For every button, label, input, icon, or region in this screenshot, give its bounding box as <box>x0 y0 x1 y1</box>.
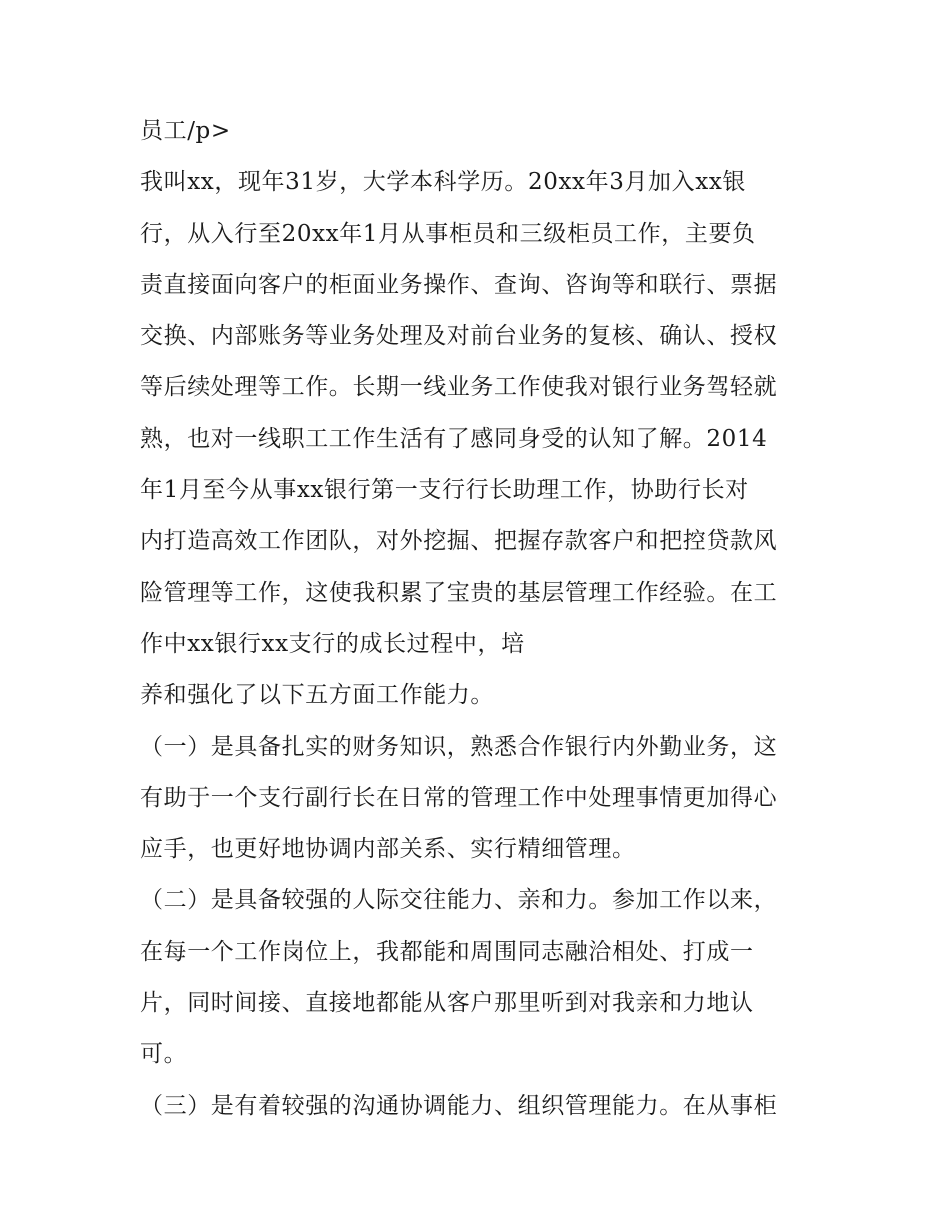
text-line: 可。 <box>140 1041 188 1068</box>
text-line: （二）是具备较强的人际交往能力、亲和力。参加工作以来， <box>140 887 778 914</box>
text-line: （三）是有着较强的沟通协调能力、组织管理能力。在从事柜 <box>140 1092 778 1119</box>
text-line: 等后续处理等工作。长期一线业务工作使我对银行业务驾轻就 <box>140 374 778 401</box>
text-line: 交换、内部账务等业务处理及对前台业务的复核、确认、授权 <box>140 323 778 350</box>
text-line: 片，同时间接、直接地都能从客户那里听到对我亲和力地认 <box>140 990 754 1017</box>
text-line: 员工/p> <box>140 118 231 144</box>
text-line: 年1月至今从事xx银行第一支行行长助理工作，协助行长对 <box>140 477 749 504</box>
text-line: 熟，也对一线职工工作生活有了感同身受的认知了解。2014 <box>140 425 768 452</box>
text-line: 责直接面向客户的柜面业务操作、查询、咨询等和联行、票据 <box>140 271 778 298</box>
text-line: 在每一个工作岗位上，我都能和周围同志融洽相处、打成一 <box>140 938 754 965</box>
text-line: （一）是具备扎实的财务知识，熟悉合作银行内外勤业务，这 <box>140 733 778 760</box>
text-line: 作中xx银行xx支行的成长过程中，培 <box>140 630 525 657</box>
document-body <box>140 106 820 1132</box>
text-line: 应手，也更好地协调内部关系、实行精细管理。 <box>140 836 636 863</box>
text-line: 内打造高效工作团队，对外挖掘、把握存款客户和把控贷款风 <box>140 528 778 555</box>
text-line: 我叫xx，现年31岁，大学本科学历。20xx年3月加入xx银 <box>140 169 746 196</box>
text-line: 有助于一个支行副行长在日常的管理工作中处理事情更加得心 <box>140 784 778 811</box>
text-line: 行，从入行至20xx年1月从事柜员和三级柜员工作，主要负 <box>140 220 756 247</box>
text-line: 养和强化了以下五方面工作能力。 <box>140 682 494 709</box>
text-line: 险管理等工作，这使我积累了宝贵的基层管理工作经验。在工 <box>140 579 778 606</box>
